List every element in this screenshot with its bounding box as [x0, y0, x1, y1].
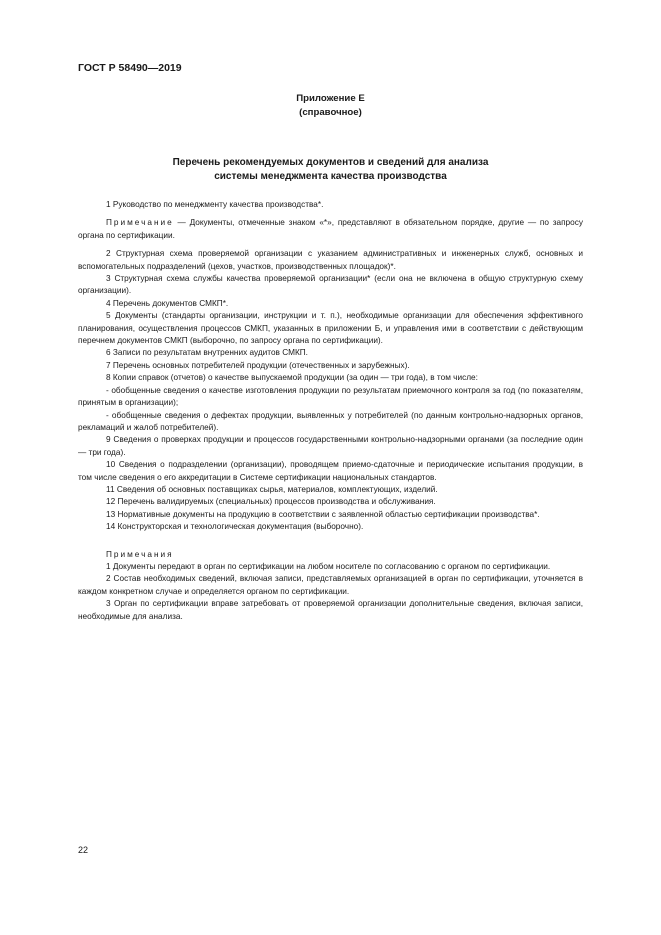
notes-item-2: 2 Состав необходимых сведений, включая записи, представляемых организацией в орган по сертификации, уточняется в каждом конкретном случае и определяется органом по сертификации.: [78, 574, 583, 596]
list-item-2: 2 Структурная схема проверяемой организации с указанием административных и инженерных служб, основных и вспомогательных подразделений (цехов, участков, производственных площадок)*.: [78, 249, 583, 271]
document-body: [78, 199, 583, 623]
note-label: Примечание: [106, 218, 174, 228]
list-item-3: 3 Структурная схема службы качества проверяемой организации* (если она не включена в общую структурную схему организации).: [78, 274, 583, 296]
list-item-12: 12 Перечень валидируемых (специальных) процессов производства и обслуживания.: [106, 497, 436, 507]
list-item-14: 14 Конструкторская и технологическая документация (выборочно).: [106, 522, 364, 532]
list-item-6: 6 Записи по результатам внутренних аудитов СМКП.: [106, 348, 308, 358]
list-item-10: 10 Сведения о подразделении (организации), проводящем приемо-сдаточные и периодические испытания продукции, в том числе сведения о его аккредитации в Системе сертификации национальных стандартов.: [78, 460, 583, 482]
appendix-heading: [78, 92, 583, 120]
section-title: [78, 156, 583, 184]
document-header: ГОСТ Р 58490—2019: [78, 62, 182, 74]
appendix-label: Приложение Е: [296, 93, 365, 104]
list-item-8: 8 Копии справок (отчетов) о качестве выпускаемой продукции (за один — три года), в том числе:: [106, 373, 478, 383]
notes-label: Примечания: [106, 549, 174, 559]
note-paragraph: [78, 217, 583, 242]
note-text: — Документы, отмеченные знаком «*», представляют в обязательном порядке, другие — по запросу органа по сертификации.: [78, 218, 583, 240]
page-number: 22: [78, 845, 89, 855]
list-item-11: 11 Сведения об основных поставщиках сырья, материалов, комплектующих, изделий.: [106, 484, 438, 494]
list-item-9: 9 Сведения о проверках продукции и процессов государственными контрольно-надзорными органами (за последние один — три года).: [78, 435, 583, 457]
list-item-8-sub-b: - обобщенные сведения о дефектах продукции, выявленных у потребителей (по данным контрольно-надзорных органов, рекламаций и жалоб потребителей).: [78, 410, 583, 432]
section-title-line-1: Перечень рекомендуемых документов и сведений для анализа: [172, 157, 489, 168]
notes-item-1: 1 Документы передают в орган по сертификации на любом носителе по согласованию с органом по сертификации.: [106, 561, 551, 571]
list-item-1: 1 Руководство по менеджменту качества производства*.: [106, 200, 324, 209]
list-item-13: 13 Нормативные документы на продукцию в соответствии с заявленной областью сертификации производства*.: [106, 509, 540, 519]
section-title-line-2: системы менеджмента качества производства: [214, 171, 447, 182]
appendix-type: (справочное): [299, 107, 362, 118]
list-item-5: 5 Документы (стандарты организации, инструкции и т. п.), необходимые организации для обеспечения эффективного планирования, осуществления процессов СМКП, указанных в приложении Б, и управления ими в соответствии с действующим перечнем документов СМКП (выборочно, по запросу органа по сертификации).: [78, 311, 583, 346]
list-item-4: 4 Перечень документов СМКП*.: [106, 298, 229, 308]
notes-item-3: 3 Орган по сертификации вправе затребовать от проверяемой организации дополнительные сведения, включая записи, необходимые для анализа.: [78, 599, 583, 621]
list-item-7: 7 Перечень основных потребителей продукции (отечественных и зарубежных).: [106, 360, 410, 370]
list-item-8-sub-a: - обобщенные сведения о качестве изготовления продукции по результатам приемочного контроля за год (по показателям, принятым в организации);: [78, 385, 583, 408]
